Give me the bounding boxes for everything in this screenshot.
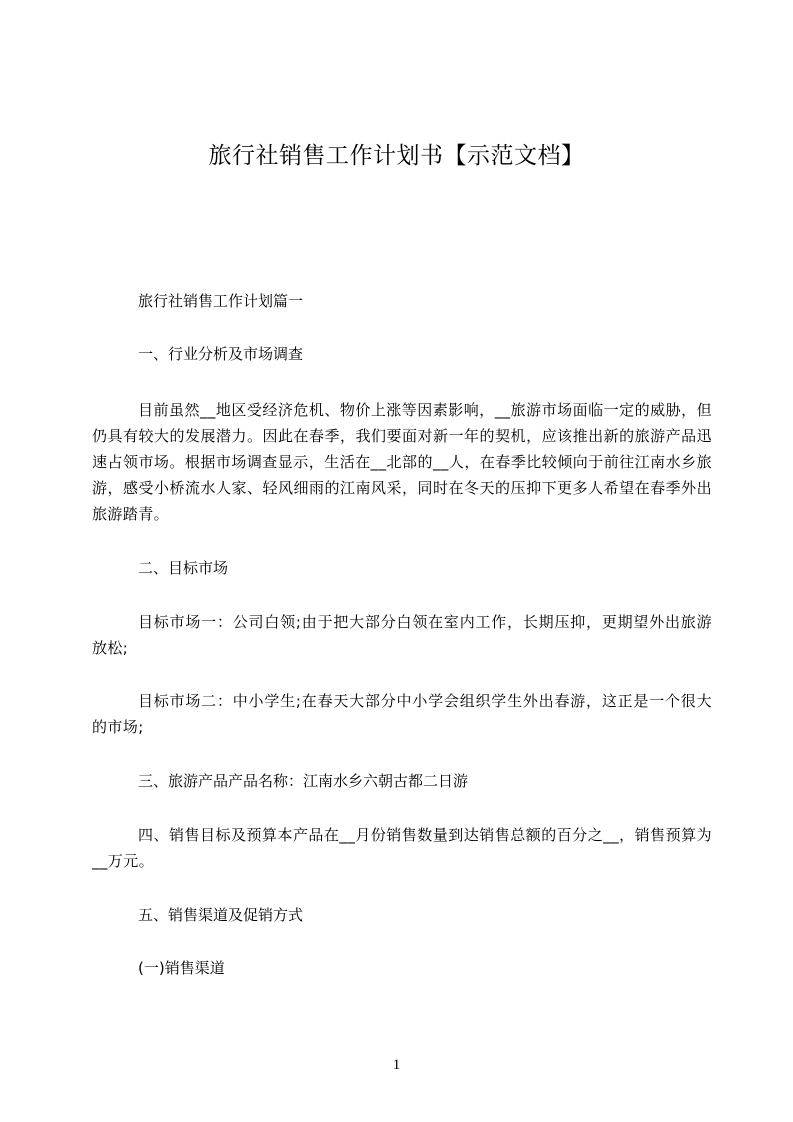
section-heading-industry-analysis: 一、行业分析及市场调查	[138, 345, 304, 363]
paragraph-market-survey: 目前虽然__地区受经济危机、物价上涨等因素影响，__旅游市场面临一定的威胁，但仍具有较大的发展潜力。因此在春季，我们要面对新一年的契机，应该推出新的旅游产品迅速占领市场。根据市场调查显示，生活在__北部的__人，在春季比较倾向于前往江南水乡旅游，感受小桥流水人家、轻风细雨的江南风采，同时在冬天的压抑下更多人希望在春季外出旅游踏青。	[92, 401, 712, 523]
document-title: 旅行社销售工作计划书【示范文档】	[208, 143, 585, 169]
plan-subtitle: 旅行社销售工作计划篇一	[138, 292, 304, 310]
section-heading-target-market: 二、目标市场	[138, 559, 229, 577]
subsection-heading-sales-channel: (一)销售渠道	[138, 959, 225, 977]
paragraph-target-market-two: 目标市场二：中小学生;在春天大部分中小学会组织学生外出春游，这正是一个很大的市场;	[92, 692, 712, 736]
section-heading-product-name: 三、旅游产品产品名称：江南水乡六朝古都二日游	[138, 772, 469, 790]
paragraph-sales-target-budget: 四、销售目标及预算本产品在__月份销售数量到达销售总额的百分之__，销售预算为__万元。	[92, 826, 712, 870]
section-heading-sales-channels: 五、销售渠道及促销方式	[138, 906, 304, 924]
page-number: 1	[392, 1057, 401, 1073]
paragraph-target-market-one: 目标市场一：公司白领;由于把大部分白领在室内工作，长期压抑，更期望外出旅游放松;	[92, 613, 712, 657]
